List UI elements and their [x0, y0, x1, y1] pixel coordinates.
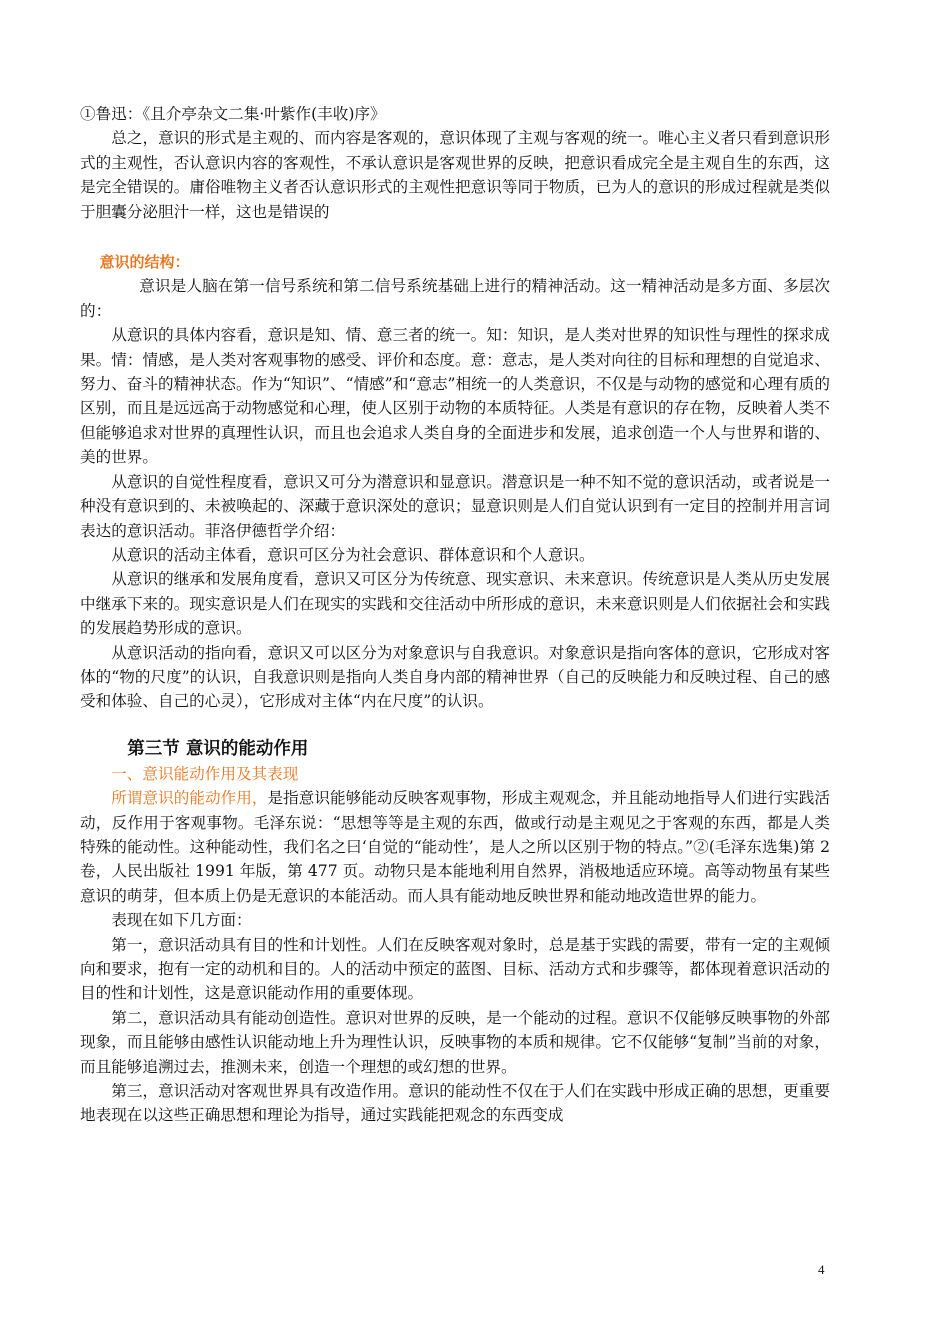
paragraph-inheritance: 从意识的继承和发展角度看，意识又可区分为传统意、现实意识、未来意识。传统意识是人类从历史发展中继承下来的。现实意识是人们在现实的实践和交往活动中所形成的意识，未来意识则是人们依据社会和实践的发展趋势形成的意识。	[80, 570, 830, 638]
paragraph-manifest: 表现在如下几方面：	[111, 911, 252, 930]
document-page	[80, 102, 830, 1128]
footnote: ①鲁迅：《且介亭杂文二集·叶紫作(丰收)序》	[80, 105, 386, 123]
paragraph-third: 第三，意识活动对客观世界具有改造作用。意识的能动性不仅在于人们在实践中形成正确的思想，更重要地表现在以这些正确思想和理论为指导，通过实践能把观念的东西变成	[80, 1082, 830, 1125]
paragraph-subject: 从意识的活动主体看，意识可区分为社会意识、群体意识和个人意识。	[111, 545, 595, 564]
spacer	[80, 224, 830, 250]
subsection-title: 一、意识能动作用及其表现	[111, 764, 299, 783]
paragraph-structure-intro: 意识是人脑在第一信号系统和第二信号系统基础上进行的精神活动。这一精神活动是多方面、多层次的：	[80, 277, 830, 320]
section-title: 第三节 意识的能动作用	[127, 738, 309, 759]
paragraph-active-role	[80, 786, 830, 908]
paragraph-first: 第一，意识活动具有目的性和计划性。人们在反映客观对象时，总是基于实践的需要，带有一定的主观倾向和要求，抱有一定的动机和目的。人的活动中预定的蓝图、目标、活动方式和步骤等，都体现着意识活动的目的性和计划性，这是意识能动作用的重要体现。	[80, 935, 830, 1003]
heading-structure: 意识的结构：	[99, 253, 190, 272]
spacer	[80, 714, 830, 736]
active-role-rest: 是指意识能够能动反映客观事物，形成主观观念，并且能动地指导人们进行实践活动，反作用于客观事物。毛泽东说：“思想等等是主观的东西，做或行动是主观见之于客观的东西，都是人类特殊的能动性。这种能动性，我们名之曰‘自觉的“能动性’，是人之所以区别于物的特点。”②(毛泽东选集)第 2 卷，人民出版社 1991 年版，第 477 页。动物只是本能地利用自然界，消极地适应环境。高等动物虽有某些意识的萌芽，但本质上仍是无意识的本能活动。而人具有能动地反映世界和能动地改造世界的能力。	[80, 789, 830, 905]
paragraph-second: 第二，意识活动具有能动创造性。意识对世界的反映，是一个能动的过程。意识不仅能够反映事物的外部现象，而且能够由感性认识能动地上升为理性认识，反映事物的本质和规律。它不仅能够“复制”当前的对象，而且能够追溯过去，推测未来，创造一个理想的或幻想的世界。	[80, 1008, 830, 1076]
paragraph-direction: 从意识活动的指向看，意识又可以区分为对象意识与自我意识。对象意识是指向客体的意识，它形成对客体的“物的尺度”的认识，自我意识则是指向人类自身内部的精神世界（自己的反映能力和反映过程、自己的感受和体验、自己的心灵），它形成对主体“内在尺度”的认识。	[80, 643, 830, 711]
paragraph-awareness: 从意识的自觉性程度看，意识又可分为潜意识和显意识。潜意识是一种不知不觉的意识活动，或者说是一种没有意识到的、未被唤起的、深藏于意识深处的意识；显意识则是人们自觉认识到有一定目的控制并用言词表达的意识活动。菲洛伊德哲学介绍：	[80, 472, 830, 540]
page-number: 4	[818, 1262, 825, 1277]
paragraph-summary: 总之，意识的形式是主观的、而内容是客观的，意识体现了主观与客观的统一。唯心主义者只看到意识形式的主观性，否认意识内容的客观性，不承认意识是客观世界的反映，把意识看成完全是主观自生的东西，这是完全错误的。庸俗唯物主义者否认意识形式的主观性把意识等同于物质，已为人的意识的形成过程就是类似于胆囊分泌胆汁一样，这也是错误的	[80, 129, 830, 221]
paragraph-content: 从意识的具体内容看，意识是知、情、意三者的统一。知：知识，是人类对世界的知识性与理性的探求成果。情：情感，是人类对客观事物的感受、评价和态度。意：意志，是人类对向往的目标和理想的自觉追求、努力、奋斗的精神状态。作为“知识”、“情感”和“意志”相统一的人类意识，不仅是与动物的感觉和心理有质的区别，而且是远远高于动物感觉和心理，使人区别于动物的本质特征。人类是有意识的存在物，反映着人类不但能够追求对世界的真理性认识，而且也会追求人类自身的全面进步和发展，追求创造一个人与世界和谐的、美的世界。	[80, 326, 830, 467]
active-role-lead: 所谓意识的能动作用，	[111, 789, 268, 808]
